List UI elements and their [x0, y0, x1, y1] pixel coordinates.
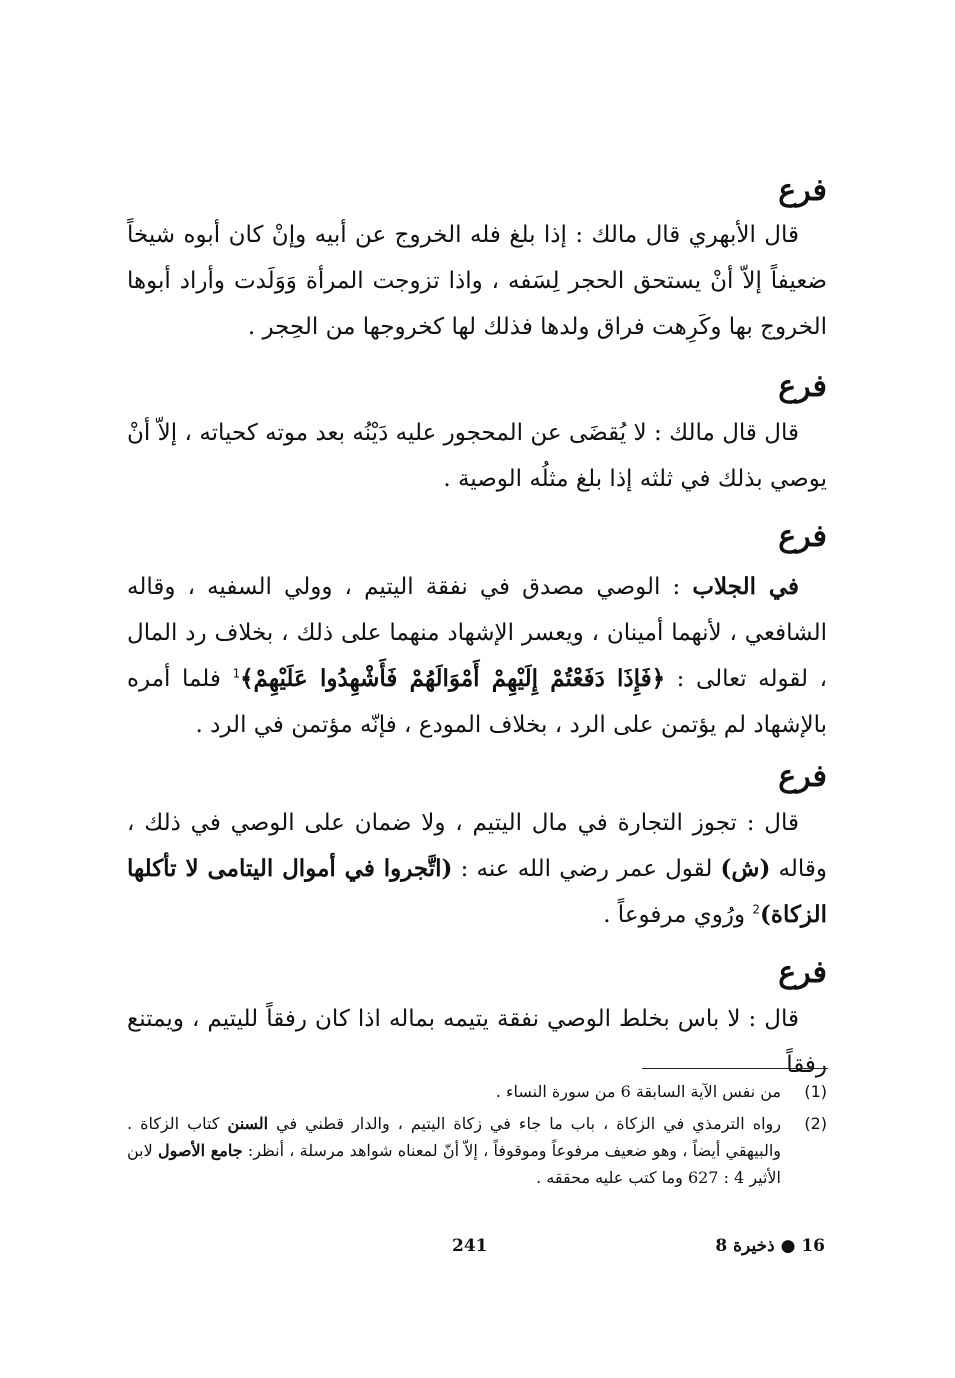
- footnote-1: [127, 1078, 827, 1105]
- quran-verse: ﴿فَإِذَا دَفَعْتُمْ إِلَيْهِمْ أَمْوَالَهُمْ فَأَشْهِدُوا عَلَيْهِمْ﴾: [240, 665, 666, 692]
- section-text-2: قال قال مالك : لا يُقضَى عن المحجور عليه دَيْنُه بعد موته كحياته ، إلاّ أنْ يوصي بذلك في ثلثه إذا بلغ مثلُه الوصية .: [127, 420, 827, 492]
- footnote-2-text-b: كتاب الزكاة . والبيهقي أيضاً ، وهو ضعيف مرفوعاً وموقوفاً ، إلاّ أنّ لمعناه شواهد مرسلة ، أنظر:: [127, 1114, 782, 1160]
- footnote-text-2: [127, 1110, 781, 1191]
- section-text-4c: ورُوي مرفوعاً .: [603, 902, 753, 928]
- footnote-2-jami: جامع الأصول: [157, 1141, 243, 1160]
- section-text-1: قال الأبهري قال مالك : إذا بلغ فله الخروج عن أبيه وإنْ كان أبوه شيخاً ضعيفاً إلاّ أنْ يستحق الحجر لِسَفه ، واذا تزوجت المرأة وَوَلَدت وأراد أبوها الخروج بها وكَرِهت فراق ولدها فذلك لها كخروجها من الحِجر .: [127, 222, 827, 340]
- section-text-3b: فلما أمره بالإشهاد لم يؤتمن على الرد ، بخلاف المودع ، فإنّه مؤتمن في الرد .: [127, 666, 827, 738]
- footnote-2-sunan: السنن: [227, 1114, 269, 1133]
- footnote-number-2: (2): [804, 1114, 827, 1133]
- footnote-2: [127, 1110, 827, 1191]
- footnote-ref-2: 2: [752, 902, 761, 917]
- section-body-3: [127, 564, 827, 748]
- footnote-text-1: من نفس الآية السابقة 6 من سورة النساء .: [495, 1082, 781, 1101]
- section-body-1: [127, 212, 827, 350]
- section-body-2: [127, 410, 827, 502]
- section-heading-3: فرع: [778, 519, 827, 554]
- signature-mark: 16 ● ذخيرة 8: [715, 1236, 825, 1256]
- section-heading-5: فرع: [778, 955, 827, 990]
- umar-quote: (اتَّجروا في أموال اليتامى لا تأكلها الزكاة): [127, 855, 827, 928]
- section-text-4a: قال : تجوز التجارة في مال اليتيم ، ولا ضمان على الوصي في ذلك ، وقاله: [127, 810, 827, 882]
- footnote-2-text-a: رواه الترمذي في الزكاة ، باب ما جاء في زكاة اليتيم ، والدار قطني في: [268, 1114, 782, 1133]
- section-body-4: [127, 800, 827, 938]
- shafii-abbrev: (ش): [720, 855, 771, 882]
- section-text-3a: : الوصي مصدق في نفقة اليتيم ، وولي السفيه ، وقاله الشافعي ، لأنهما أمينان ، ويعسر الإشهاد منهما على ذلك ، بخلاف رد المال ، لقوله تعالى :: [127, 574, 827, 692]
- page-number: 241: [452, 1236, 488, 1256]
- section-heading-2: فرع: [778, 369, 827, 404]
- source-name-jallab: في الجلاب: [692, 573, 799, 600]
- footnote-ref-1: 1: [232, 666, 241, 681]
- footnote-divider: [642, 1068, 828, 1069]
- section-text-5: قال : لا باس بخلط الوصي نفقة يتيمه بماله اذا كان رفقاً لليتيم ، ويمتنع رفقاً: [127, 1006, 827, 1078]
- section-text-4b: لقول عمر رضي الله عنه :: [452, 856, 721, 882]
- section-heading-4: فرع: [778, 759, 827, 794]
- footnote-number-1: (1): [804, 1082, 827, 1101]
- section-body-5: [127, 996, 827, 1088]
- section-heading-1: فرع: [778, 173, 827, 208]
- footnote-2-text-c: لابن الأثير 4 : 627 وما كتب عليه محققه .: [127, 1141, 781, 1187]
